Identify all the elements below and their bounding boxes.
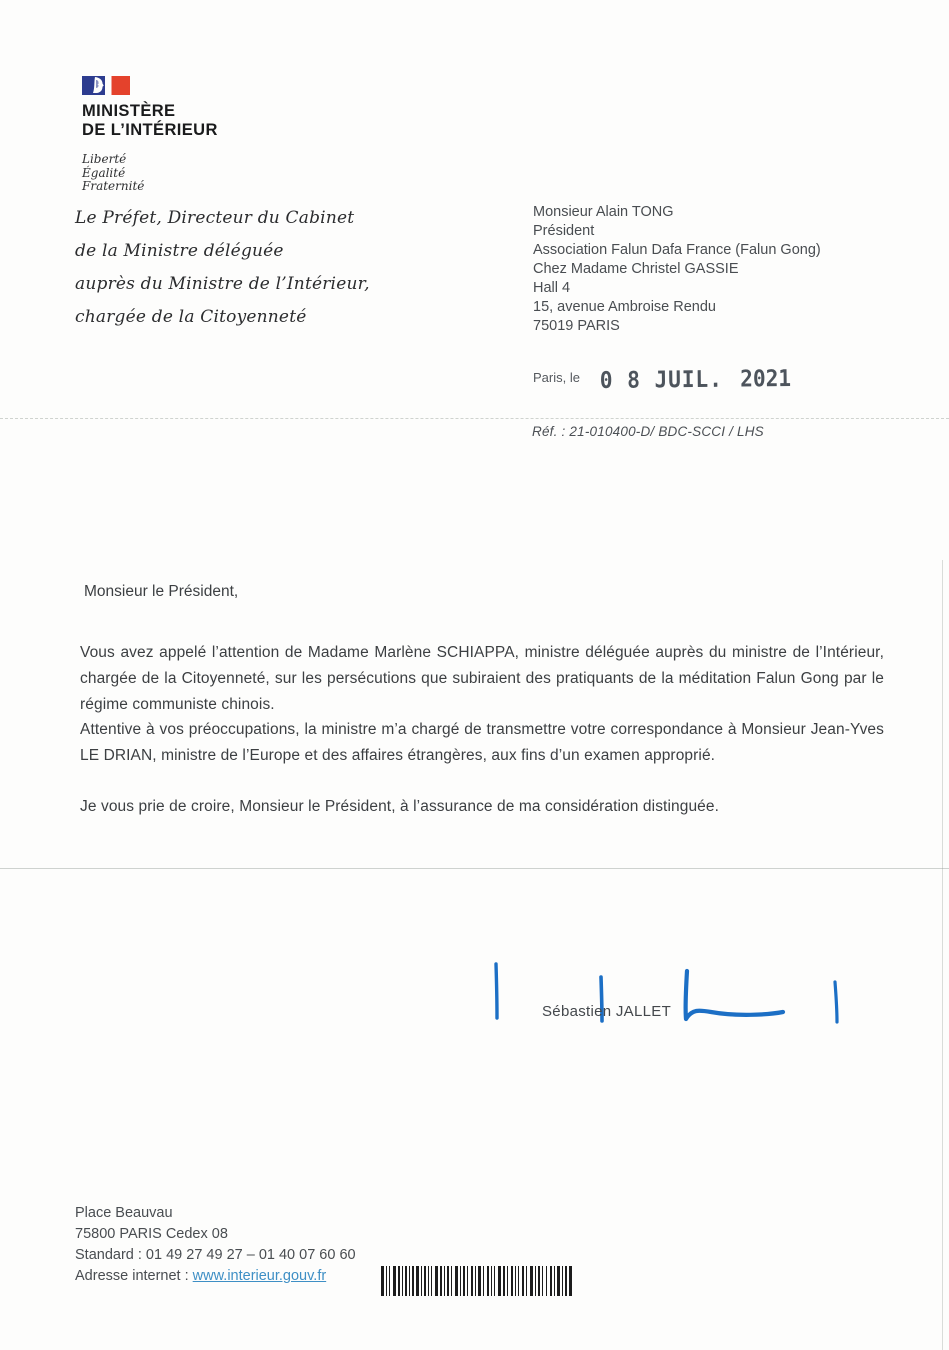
scan-edge-line — [942, 560, 943, 1350]
date-stamp — [600, 366, 792, 394]
recipient-co-line: Chez Madame Christel GASSIE — [533, 261, 739, 277]
recipient-association: Association Falun Dafa France (Falun Gong) — [533, 242, 821, 258]
recipient-name: Monsieur Alain TONG — [533, 204, 674, 220]
sender-line: de la Ministre déléguée — [75, 241, 284, 261]
motto-fraternite: Fraternité — [82, 179, 145, 193]
body-paragraph-3: Je vous prie de croire, Monsieur le Président, à l’assurance de ma considération distinguée. — [80, 798, 720, 815]
footer-internet-line — [75, 1266, 356, 1287]
sender-line: chargée de la Citoyenneté — [75, 307, 307, 327]
sender-line: auprès du Ministre de l’Intérieur, — [75, 274, 370, 294]
fold-crease-line — [0, 868, 949, 869]
date-prefix: Paris, le — [533, 370, 580, 385]
recipient-block — [533, 203, 821, 336]
reference-number: Réf. : 21-010400-D/ BDC-SCCI / LHS — [532, 424, 764, 439]
fold-crease-line — [0, 418, 949, 419]
date-stamp-year: 2021 — [740, 365, 792, 393]
dateline — [533, 365, 808, 394]
motto-liberte: Liberté — [82, 152, 127, 166]
footer-address-line2: 75800 PARIS Cedex 08 — [75, 1226, 228, 1242]
sender-block — [75, 202, 370, 334]
recipient-hall: Hall 4 — [533, 280, 571, 296]
body-paragraph-2: Attentive à vos préoccupations, la ministre m’a chargé de transmettre votre correspondance à Monsieur Jean-Yves LE DRIAN, ministre de l’Europe et des affaires étrangères, aux fins d’un examen approprié. — [80, 721, 884, 764]
french-flag-marianne-icon — [82, 76, 130, 95]
salutation: Monsieur le Président, — [84, 583, 239, 600]
footer-address-line1: Place Beauvau — [75, 1205, 173, 1221]
date-stamp-day-month: 0 8 JUIL. — [600, 366, 724, 394]
signatory-name: Sébastien JALLET — [542, 1003, 672, 1020]
recipient-street: 15, avenue Ambroise Rendu — [533, 299, 716, 315]
footer-contact-block — [75, 1203, 356, 1287]
footer-internet-label: Adresse internet : — [75, 1268, 193, 1284]
ministry-name-line2: DE L’INTÉRIEUR — [82, 121, 218, 139]
ministry-logo-block — [82, 76, 218, 194]
recipient-city: 75019 PARIS — [533, 318, 620, 334]
motto-egalite: Égalité — [82, 165, 126, 180]
footer-standard-line: Standard : 01 49 27 49 27 – 01 40 07 60 60 — [75, 1247, 356, 1263]
ministry-name-line1: MINISTÈRE — [82, 102, 176, 120]
sender-line: Le Préfet, Directeur du Cabinet — [75, 208, 355, 228]
republic-motto — [82, 153, 218, 194]
body-paragraph-1: Vous avez appelé l’attention de Madame Marlène SCHIAPPA, ministre déléguée auprès du ministre de l’Intérieur, chargée de la Citoyenneté, sur les persécutions que subiraient des pratiquants de la méditation Falun Gong par le régime communiste chinois. — [80, 644, 884, 713]
ministry-website-link[interactable]: www.interieur.gouv.fr — [192, 1268, 327, 1284]
recipient-title: Président — [533, 223, 595, 239]
barcode — [381, 1266, 573, 1301]
